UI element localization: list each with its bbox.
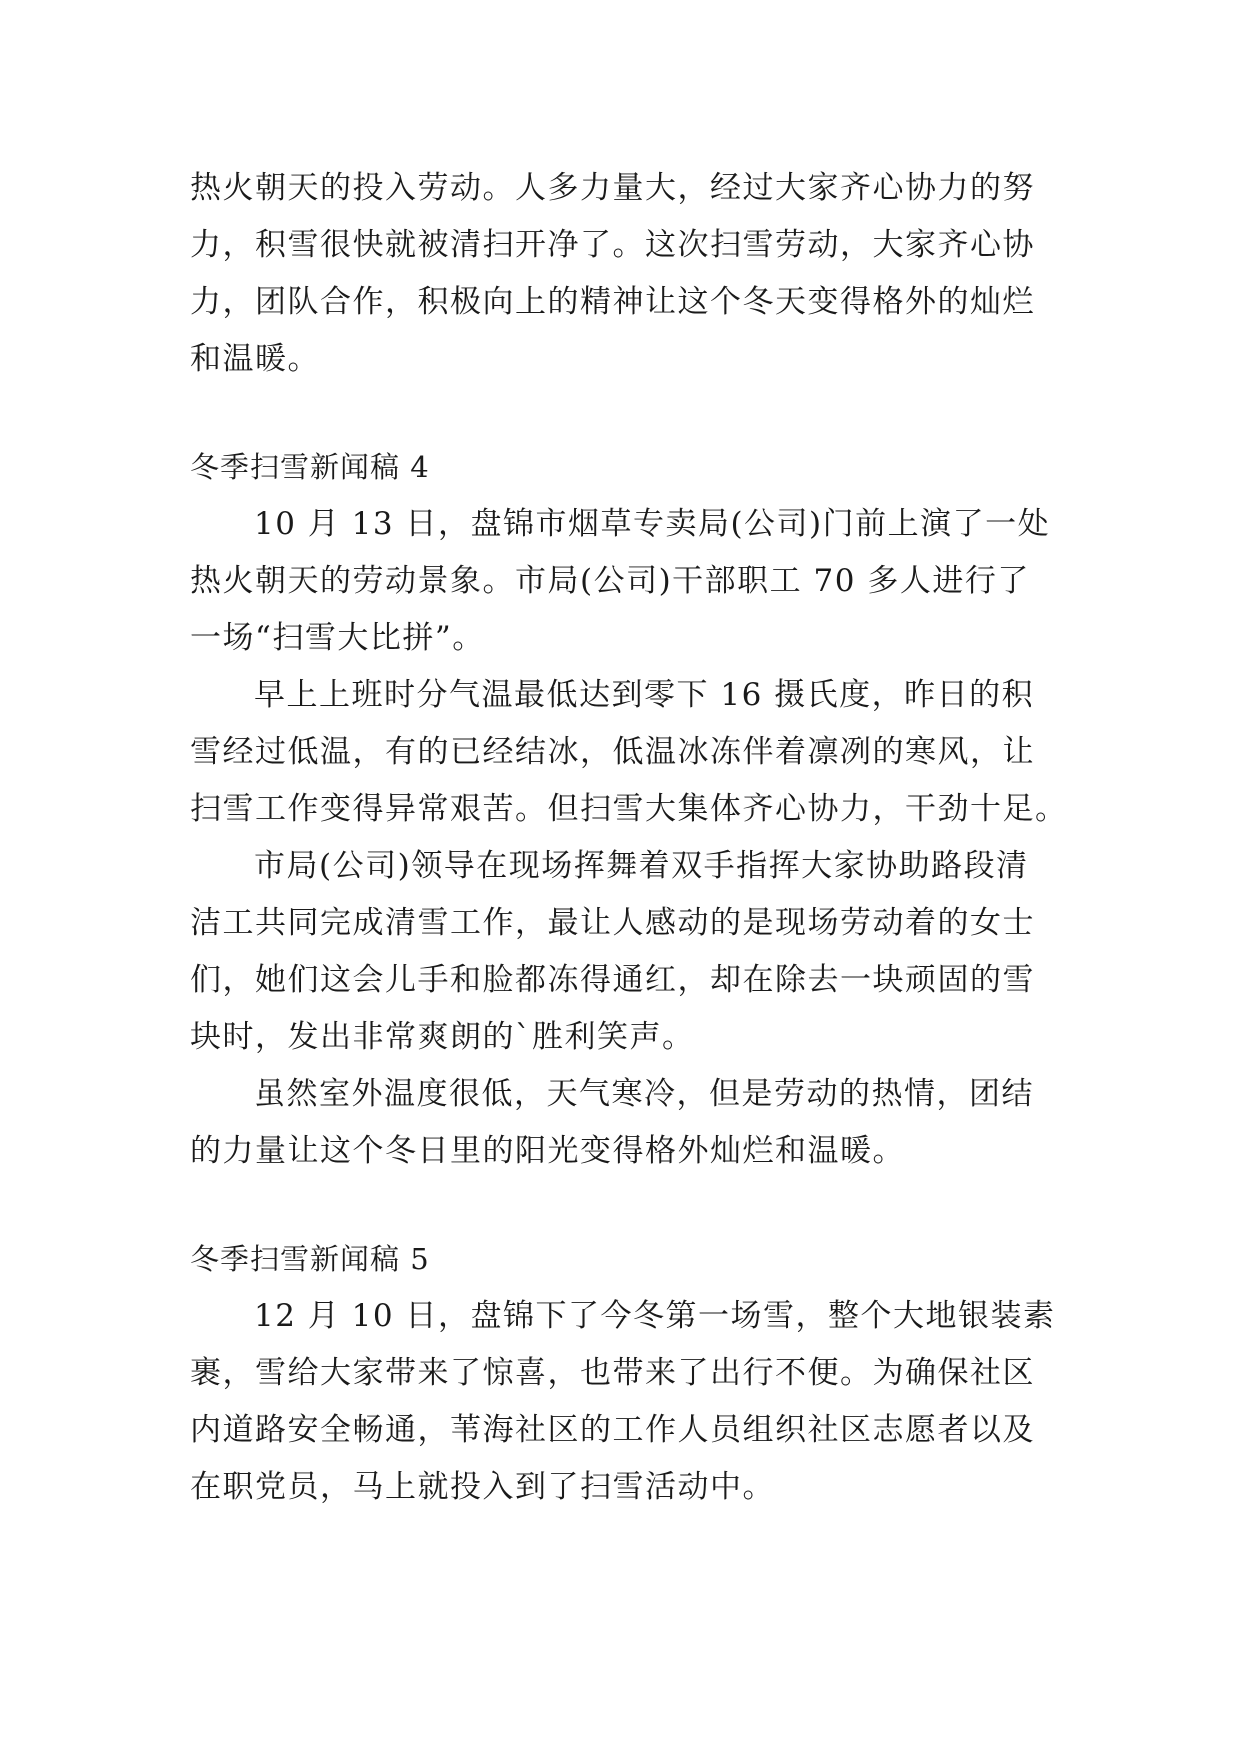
text-line: 裹，雪给大家带来了惊喜，也带来了出行不便。为确保社区: [190, 1355, 1035, 1391]
text-line: 市局(公司)领导在现场挥舞着双手指挥大家协助路段清: [254, 848, 1029, 884]
paragraph-section3-tail: [190, 160, 1056, 388]
paragraph-5-1: [190, 1288, 1056, 1516]
text-line: 力，团队合作，积极向上的精神让这个冬天变得格外的灿烂: [190, 284, 1035, 320]
text-line: 的力量让这个冬日里的阳光变得格外灿烂和温暖。: [190, 1133, 905, 1169]
paragraph-4-3: [190, 838, 1056, 1066]
section-gap: [190, 388, 1056, 439]
paragraph-4-2: [190, 667, 1068, 838]
document-page: [190, 160, 1068, 1516]
text-line: 洁工共同完成清雪工作，最让人感动的是现场劳动着的女士: [190, 905, 1035, 941]
text-line: 热火朝天的投入劳动。人多力量大，经过大家齐心协力的努: [190, 170, 1035, 206]
section-title-4: 冬季扫雪新闻稿 4: [190, 450, 430, 484]
section-gap: [190, 1180, 1056, 1231]
text-line: 热火朝天的劳动景象。市局(公司)干部职工 70 多人进行了: [190, 563, 1030, 599]
text-line: 一场“扫雪大比拼”。: [190, 620, 485, 656]
text-line: 力，积雪很快就被清扫开净了。这次扫雪劳动，大家齐心协: [190, 227, 1035, 263]
paragraph-4-4: [190, 1066, 1056, 1180]
text-line: 和温暖。: [190, 341, 320, 377]
text-line: 虽然室外温度很低，天气寒冷，但是劳动的热情，团结: [254, 1076, 1034, 1112]
paragraph-4-1: [190, 496, 1056, 667]
text-line: 扫雪工作变得异常艰苦。但扫雪大集体齐心协力，干劲十足。: [190, 791, 1068, 827]
text-line: 内道路安全畅通，苇海社区的工作人员组织社区志愿者以及: [190, 1412, 1035, 1448]
text-line: 在职党员，马上就投入到了扫雪活动中。: [190, 1469, 775, 1505]
text-line: 块时，发出非常爽朗的`胜利笑声。: [190, 1019, 695, 1055]
text-line: 10 月 13 日，盘锦市烟草专卖局(公司)门前上演了一处: [254, 506, 1051, 542]
text-line: 们，她们这会儿手和脸都冻得通红，却在除去一块顽固的雪: [190, 962, 1035, 998]
text-line: 早上上班时分气温最低达到零下 16 摄氏度，昨日的积: [254, 677, 1035, 713]
section-title-5: 冬季扫雪新闻稿 5: [190, 1242, 430, 1276]
text-line: 12 月 10 日，盘锦下了今冬第一场雪，整个大地银装素: [254, 1298, 1056, 1334]
text-line: 雪经过低温，有的已经结冰，低温冰冻伴着凛冽的寒风，让: [190, 734, 1035, 770]
